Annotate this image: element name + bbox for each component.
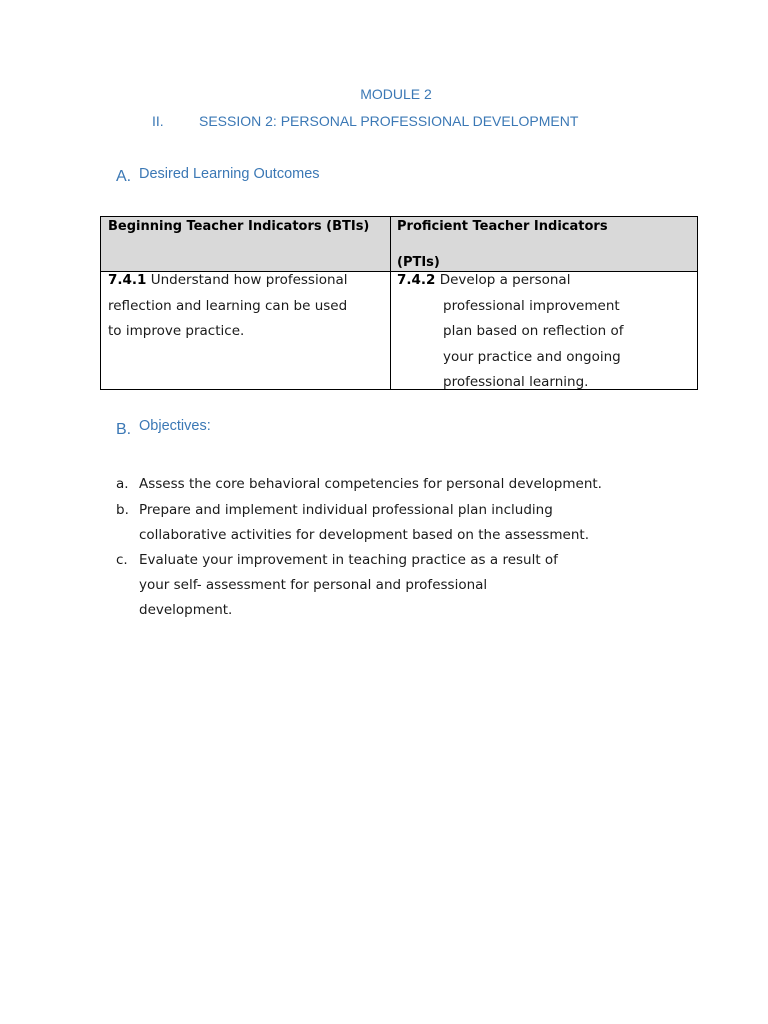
pti-header-line1: Proficient Teacher Indicators xyxy=(397,219,608,234)
table-column-divider xyxy=(390,217,391,389)
pti-header-line2: (PTIs) xyxy=(397,255,440,270)
bti-line3: to improve practice. xyxy=(108,323,245,339)
objective-line: Evaluate your improvement in teaching practice as a result of xyxy=(139,552,558,568)
outcomes-table xyxy=(100,216,698,390)
pti-line2: professional improvement xyxy=(443,297,620,314)
objective-line: Prepare and implement individual professional plan including xyxy=(139,502,553,518)
objective-line: your self- assessment for personal and professional xyxy=(139,577,488,593)
section-b-letter: B. xyxy=(116,421,132,438)
section-a-letter: A. xyxy=(116,168,132,185)
pti-line3: plan based on reflection of xyxy=(443,323,624,339)
bti-line1: 7.4.1 Understand how professional xyxy=(108,272,348,288)
pti-cell xyxy=(397,268,624,396)
bti-cell xyxy=(108,268,348,345)
pti-line4: your practice and ongoing xyxy=(443,348,621,365)
session-title: SESSION 2: PERSONAL PROFESSIONAL DEVELOPMENT xyxy=(199,113,579,129)
pti-line1: 7.4.2 Develop a personal xyxy=(397,272,571,288)
pti-code: 7.4.2 xyxy=(397,272,436,288)
pti-header xyxy=(397,218,608,272)
module-title: MODULE 2 xyxy=(360,86,432,102)
objective-marker: c. xyxy=(116,552,128,568)
objective-item-a xyxy=(116,472,602,497)
bti-code: 7.4.1 xyxy=(108,272,147,288)
pti-line5: professional learning. xyxy=(443,374,589,390)
objective-item-c xyxy=(116,548,558,623)
objective-item-b xyxy=(116,498,589,548)
objective-line: collaborative activities for development based on the assessment. xyxy=(139,527,589,543)
section-b-title: Objectives: xyxy=(139,418,211,434)
bti-header: Beginning Teacher Indicators (BTIs) xyxy=(108,219,370,234)
objective-marker: a. xyxy=(116,476,129,492)
bti-line2: reflection and learning can be used xyxy=(108,297,348,314)
session-number: II. xyxy=(152,113,164,129)
objective-line: development. xyxy=(139,602,233,618)
objective-marker: b. xyxy=(116,502,129,518)
section-a-title: Desired Learning Outcomes xyxy=(139,166,320,182)
objective-line: Assess the core behavioral competencies for personal development. xyxy=(139,476,602,492)
